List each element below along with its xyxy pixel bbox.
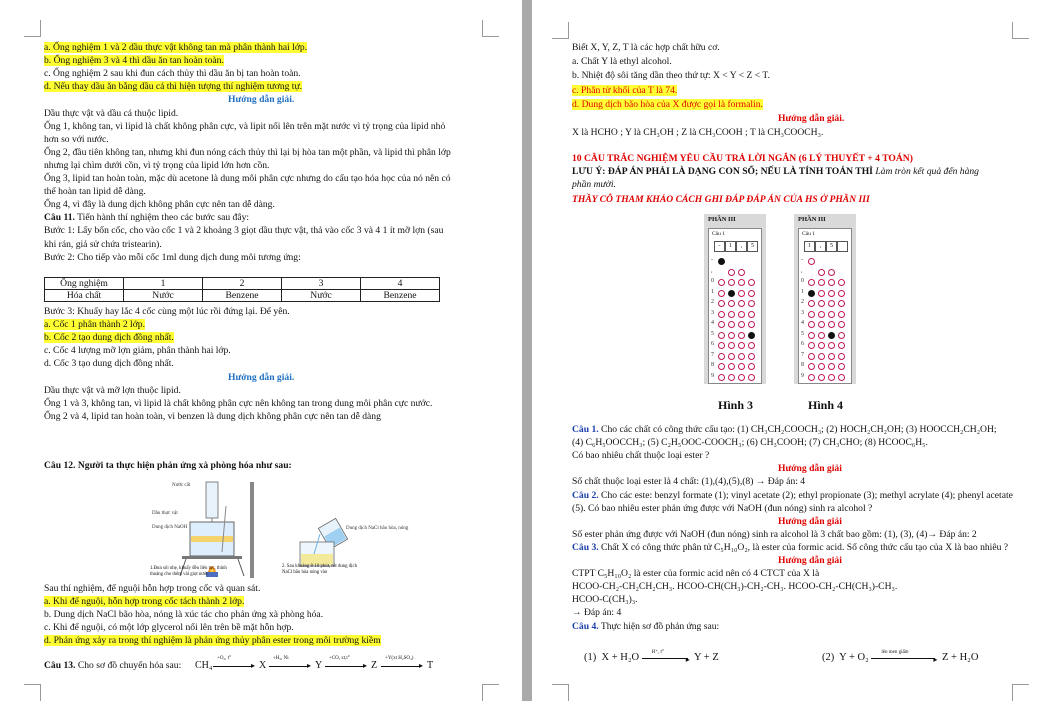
text-line: d. Dung dịch bão hòa của X được gọi là formalin. [572,98,763,110]
answer-bubble [718,258,725,265]
text-line: Ống 1, không tan, vì lipid là chất không phân cực, và lipit nổi lên trên mặt nước vì tỷ trọng của lipid nhỏ [44,120,446,132]
answer-cell: , [736,241,747,252]
reference-line: THẦY CÔ THAM KHẢO CÁCH GHI ĐÁP ĐÁP ÁN CỦA HS Ở PHẦN III [572,194,870,205]
answer-bubble [828,332,835,339]
chain-species: X [259,660,267,671]
chain-species: Y [315,660,323,671]
answer-bubble [818,269,825,276]
text-line: Biết X, Y, Z, T là các hợp chất hữu cơ. [572,42,720,53]
text-line: Hướng dẫn giải. [778,113,845,124]
answer-bubble [818,279,825,286]
answer-cell: 5 [747,241,758,252]
answer-bubble [828,353,835,360]
text-line: d. Nếu thay dầu ăn bằng dầu cá thì hiện tượng thí nghiệm tương tự. [44,81,303,93]
bubble-row-label: 4 [711,320,714,326]
bubble-row-label: , [711,267,713,274]
text-line: Câu 11. Tiến hành thí nghiệm theo các bước sau đây: [44,212,250,224]
reaction-1: (1) X + H₂O H⁺, t° ▸ Y + Z [584,649,719,664]
label-water: Nước cất [172,483,191,488]
answer-bubble [818,290,825,297]
bubble-row-label: 2 [801,299,804,305]
answer-bubble [838,332,845,339]
answer-bubble [828,290,835,297]
answer-bubble [838,353,845,360]
text-line: c. Khi để nguội, có một lớp glycerol nổi lên trên bề mặt hỗn hợp. [44,622,294,634]
text-line: Câu 4. Thực hiện sơ đồ phản ứng sau: [572,620,720,632]
bubble-row-label: 9 [801,372,804,379]
text-line: c. Ống nghiệm 2 sau khi đun cách thủy thì dầu ăn bị tan hoàn toàn. [44,68,301,80]
table-cell: 3 [282,278,361,290]
text-line: a. Khi để nguội, hỗn hợp trong cốc tách thành 2 lớp. [44,596,245,608]
table-row [45,278,440,290]
answer-bubble [828,374,835,381]
answer-bubble [738,332,745,339]
answer-bubble [718,363,725,370]
text-line: Hướng dẫn giải [778,463,842,475]
answer-bubble [838,321,845,328]
answer-bubble [728,353,735,360]
text-line: khi rán, giả sử chứa tristearin). [44,238,162,250]
bubble-row-label: 8 [801,362,804,368]
answer-cell: 5 [826,241,837,252]
text-line: Bước 1: Lấy bốn cốc, cho vào cốc 1 và 2 khoảng 3 giọt dầu thực vật, thả vào cốc 3 và 4 1 ít mỡ lợn (sau [44,225,444,237]
bubble-row-label: 7 [801,351,804,358]
crop-mark [552,684,569,701]
answer-bubble [818,342,825,349]
chain-arrow: +O₂, t° ▸ [213,654,257,674]
section-title: 10 CÂU TRẮC NGHIỆM YÊU CẦU TRẢ LỜI NGẮN (6 LÝ THUYẾT + 4 TOÁN) [572,153,913,164]
answer-bubble [718,321,725,328]
note-line-2: phần mười. [572,179,616,190]
table-cell: Nước [282,290,361,302]
answer-bubble [738,321,745,328]
figure-caption: Hình 4 [808,398,844,412]
chain-species: Z [371,660,378,671]
crop-mark [1012,684,1029,701]
question-12: Câu 12. Người ta thực hiện phản ứng xà phòng hóa như sau: [44,460,292,471]
answer-bubble [728,374,735,381]
crop-mark [482,20,499,37]
answer-bubble [718,311,725,318]
answer-bubble [818,311,825,318]
answer-cell: 1 [804,241,815,252]
table-cell: Ống nghiệm [45,278,124,290]
text-line: Bước 3: Khuấy hay lắc 4 cốc cùng một lúc rồi đứng lại. Để yên. [44,306,290,317]
right-page [532,0,1046,701]
text-line: CTPT C₅H₁₀O₂ là ester của formic acid nên có 4 CTCT của X là [572,568,820,580]
text-line: hơn so với nước. [44,133,109,145]
answer-bubble [838,363,845,370]
text-line: (5). Có bao nhiêu ester phản ứng được với NaOH (đun nóng) sinh ra alcohol ? [572,502,873,514]
label-oil: Dầu thực vật [152,511,178,516]
crop-mark [24,20,41,37]
text-line: Bước 2: Cho tiếp vào mỗi cốc 1ml dung dịch dung môi tương ứng: [44,251,301,263]
chain-species: CH₄ [195,660,213,671]
table-cell: 1 [124,278,203,290]
text-line: d. Phản ứng xảy ra trong thí nghiệm là phản ứng thủy phân ester trong môi trường kiềm [44,635,381,647]
label-nacl: Dung dịch NaCl bão hòa, nóng [346,526,409,531]
crop-mark [482,684,499,701]
bubble-row-label: 4 [801,320,804,326]
answer-bubble [828,279,835,286]
bubble-row-label: 3 [801,309,804,316]
answer-bubble [808,374,815,381]
text-line: c. Phân tử khối của T là 74. [572,84,678,96]
answer-bubble [818,300,825,307]
text-line: b. Dung dịch NaCl bão hòa, nóng là xúc tác cho phản ứng xà phòng hóa. [44,609,324,621]
answer-bubble [718,374,725,381]
answer-bubble [818,363,825,370]
text-line: Ống 1 và 3, không tan, vì lipid là chất không phân cực nên không tan trong dung môi phân cực nước. [44,397,433,409]
text-line: a. Cốc 1 phân thành 2 lớp. [44,319,145,331]
answer-bubble [738,374,745,381]
text-line: Câu 2. Cho các este: benzyl formate (1); vinyl acetate (2); ethyl propionate (3); methyl acrylate (4); phenyl acetate [572,489,1013,501]
answer-bubble [808,290,815,297]
bubble-row-label: 2 [711,299,714,305]
answer-bubble [838,311,845,318]
text-line: Hướng dẫn giải [778,515,842,527]
answer-sheet: PHẦN III Câu 1 1 , 5 - , 0 1 2 3 4 5 6 7 8 9 [794,214,856,384]
answer-bubble [738,353,745,360]
answer-bubble [828,311,835,318]
figure-caption: Hình 3 [718,398,754,412]
text-line: a. Chất Y là ethyl alcohol. [572,56,672,68]
note-line: LƯU Ý: ĐÁP ÁN PHẢI LÀ DẠNG CON SỐ; NẾU LÀ TÍNH TOÁN THÌ Làm tròn kết quả đến hàng [572,166,979,177]
text-line: Ống 4, vì đây là dung dịch không phân cực nên tan dễ dàng. [44,199,275,211]
answer-bubble [828,269,835,276]
answer-bubble [748,300,755,307]
answer-bubble [748,342,755,349]
answer-bubble [728,290,735,297]
answer-bubble [808,279,815,286]
table-cell: Hóa chất [45,290,124,302]
bubble-row-label: 1 [711,288,714,295]
answer-bubble [818,374,825,381]
answer-sheet: PHẦN III Câu 1 - 1 , 5 - , 0 1 2 3 4 5 6 7 8 9 [704,214,766,384]
answer-bubble [748,363,755,370]
bubble-row-label: 7 [711,351,714,358]
text-line: Ống 2, đầu tiên không tan, nhưng khi đun nóng cách thủy thì lại bị hòa tan một phần, và lipid thì phân lớp [44,146,451,158]
answer-bubble [748,290,755,297]
table-cell: 4 [361,278,440,290]
bubble-row-label: 5 [801,330,804,337]
bubble-row-label: 3 [711,309,714,316]
answer-bubble [818,321,825,328]
answer-bubble [838,279,845,286]
text-line: b. Nhiệt độ sôi tăng dần theo thứ tự: X < Y < Z < T. [572,70,770,82]
bubble-row-label: 0 [801,278,804,284]
chain-arrow: +H₂, Ni ▸ [269,654,313,674]
answer-bubble [738,290,745,297]
text-line: → Đáp án: 4 [572,607,622,619]
answer-bubble [838,374,845,381]
answer-bubble [738,342,745,349]
answer-bubble [748,332,755,339]
text-line: b. Ống nghiệm 3 và 4 thì dầu ăn tan hoàn toàn. [44,55,224,67]
answer-bubble [728,342,735,349]
crop-mark [1012,22,1029,39]
table-cell: Benzene [203,290,282,302]
text-line: Sau thí nghiệm, để nguội hỗn hợp trong cốc và quan sát. [44,583,261,594]
label-naoh: Dung dịch NaOH [152,525,188,530]
answer-bubble [728,311,735,318]
answer-bubble [808,363,815,370]
answer-bubble [808,300,815,307]
answer-bubble [718,300,725,307]
answer-bubble [748,279,755,286]
text-line: Có bao nhiêu chất thuộc loại ester ? [572,450,710,462]
chain-arrow: +CO, xt,t° ▸ [325,654,369,674]
answer-bubble [808,321,815,328]
answer-bubble [808,342,815,349]
answer-bubble [718,290,725,297]
answer-bubble [728,363,735,370]
answer-bubble [818,353,825,360]
answer-bubble [828,342,835,349]
text-line: d. Cốc 3 tạo dung dịch đồng nhất. [44,358,174,370]
answer-bubble [738,269,745,276]
text-line: Ống 2 và 4, lipid tan hoàn toàn, vì benzen là dung dịch không phân cực nên tan dễ dàng [44,410,381,422]
text-line: a. Ống nghiệm 1 và 2 dầu thực vật không tan mà phân thành hai lớp. [44,42,308,53]
bubble-row-label: - [711,257,713,263]
text-line: Hướng dẫn giải. [228,94,295,106]
bubble-row-label: 8 [711,362,714,368]
answer-bubble [808,258,815,265]
bubble-row-label: 9 [711,372,714,379]
answer-bubble [748,353,755,360]
crop-mark [552,22,569,39]
bubble-row-label: 1 [801,288,804,295]
text-line: (4) C₆H₅OOCCH₃; (5) C₂H₅OOC-COOCH₃; (6) CH₃COOH; (7) CH₃CHO; (8) HCOOC₆H₅. [572,437,928,449]
answer-bubble [808,311,815,318]
answer-bubble [748,374,755,381]
answer-bubble [718,353,725,360]
answer-bubble [828,300,835,307]
answer-bubble [828,321,835,328]
table-cell: Benzene [361,290,440,302]
reaction-2: (2) Y + O₂ lên men giấm ▸ Z + H₂O [822,649,979,664]
text-line: Câu 3. Chất X có công thức phân tử C₅H₁₀O₂, là ester của formic acid. Số công thức cấu tạo của X là bao nhiêu ? [572,541,1009,553]
figure-step-1: 1.Đun sôi nhẹ, khuấy đều liên tục, thỉnh thoảng cho thêm vài giọt nước [150,566,227,577]
answer-bubble [738,311,745,318]
answer-bubble [748,321,755,328]
text-line: Hướng dẫn giải. [228,371,295,383]
answer-bubble [738,279,745,286]
answer-bubble [738,300,745,307]
text-line: HCOO-C(CH₃)₃. [572,594,638,606]
bubble-row-label: , [801,267,803,274]
text-line: Hướng dẫn giải [778,555,842,566]
table-row [45,290,440,302]
figure-step-2: 2. Sau khoảng 8-10 phút, rót dung dịch NaCl bão hòa nóng vào [282,564,358,575]
answer-bubble [838,290,845,297]
answer-bubble [718,332,725,339]
question-13: Câu 13. Cho sơ đồ chuyển hóa sau: [44,660,182,671]
answer-cell: - [714,241,725,252]
table-cell: Nước [124,290,203,302]
answer-bubble [818,332,825,339]
bubble-row-label: 5 [711,330,714,337]
answer-bubble [738,363,745,370]
text-line: Số chất thuộc loại ester là 4 chất: (1),(4),(5),(8) → Đáp án: 4 [572,476,806,488]
answer-cell: 1 [725,241,736,252]
bubble-row-label: - [801,257,803,263]
answer-bubble [728,332,735,339]
answer-bubble [718,279,725,286]
text-line: HCOO-CH₂-CH₂CH₂CH₃. HCOO-CH(CH₃)-CH₂-CH₃. HCOO-CH₂-CH(CH₃)-CH₃. [572,581,898,593]
text-line: Ống 3, lipid tan hoàn toàn, mặc dù acetone là dung môi phân cực nhưng do cấu tạo hóa học của nó nên có [44,173,451,184]
answer-cell: , [815,241,826,252]
answer-bubble [728,269,735,276]
text-line: Số ester phản ứng được với NaOH (đun nóng) sinh ra alcohol là 3 chất bao gồm: (1), (3), (4)→ Đáp án: 2 [572,528,977,540]
answer-bubble [838,342,845,349]
text-line: thể hoàn tan lipid dễ dàng. [44,186,146,198]
text-line: Câu 1. Cho các chất có công thức cấu tạo: (1) CH₃CH₂COOCH₃; (2) HOCH₂CH₂OH; (3) HOOCCH₂CH₂OH; [572,424,997,435]
left-page [0,0,522,701]
text-line: b. Cốc 2 tạo dung dịch đồng nhất. [44,332,174,344]
chain-arrow: +Y(xt H₂SO₄) ▸ [381,654,425,674]
answer-bubble [808,332,815,339]
answer-bubble [838,300,845,307]
answer-cell [837,241,848,252]
table-cell: 2 [203,278,282,290]
chain-species: T [427,660,434,671]
text-line: X là HCHO ; Y là CH₃OH ; Z là CH₃COOH ; T là CH₃COOCH₃. [572,127,824,139]
bubble-row-label: 6 [711,341,714,347]
answer-bubble [808,353,815,360]
answer-bubble [828,363,835,370]
text-line: nhưng lại chìm dưới cồn, vì tỷ trọng của lipid lớn hơn cồn. [44,159,270,171]
text-line: Dầu thực vật và dầu cá thuộc lipid. [44,107,179,119]
answer-bubble [728,300,735,307]
bubble-row-label: 6 [801,341,804,347]
answer-bubble [728,321,735,328]
crop-mark [24,684,41,701]
experiment-table [44,277,440,302]
answer-bubble [718,342,725,349]
answer-bubble [728,279,735,286]
bubble-row-label: 0 [711,278,714,284]
text-line: c. Cốc 4 lượng mỡ lợn giảm, phân thành hai lớp. [44,345,231,357]
answer-bubble [748,311,755,318]
text-line: Dầu thực vật và mỡ lợn thuộc lipid. [44,384,181,396]
